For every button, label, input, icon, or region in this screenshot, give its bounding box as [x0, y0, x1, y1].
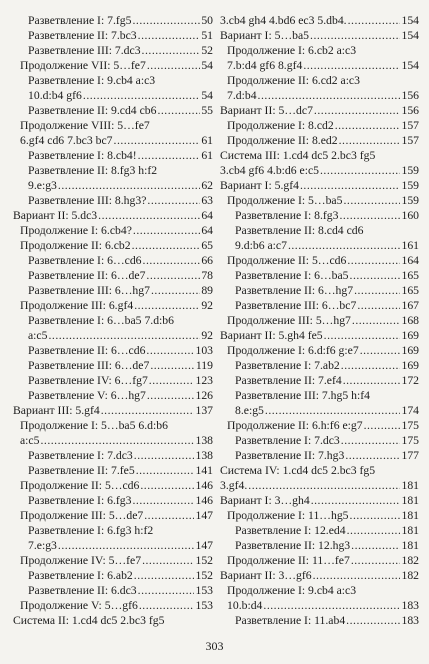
- toc-entry: [220, 223, 419, 253]
- dot-leader: [324, 328, 401, 343]
- toc-entry: [220, 328, 419, 343]
- toc-entry: [220, 298, 419, 313]
- toc-entry-page: 159: [401, 194, 419, 207]
- toc-entry-page: 164: [401, 254, 419, 267]
- toc-entry-title: Система II: 1.cd4 dc5 2.bc3 fg5: [13, 614, 165, 627]
- toc-entry-title: Разветвление III: 7.dc3: [28, 44, 141, 57]
- toc-entry-title: Разветвление I: 9.cb4 a:c3: [28, 74, 156, 87]
- dot-leader: [114, 133, 201, 148]
- dot-leader: [150, 358, 195, 373]
- toc-entry-title: Разветвление I: 6.fg3 h:f2: [28, 524, 154, 537]
- toc-entry-page: 138: [195, 449, 213, 462]
- toc-entry-page: 64: [201, 224, 213, 237]
- toc-entry-title: Разветвление I: 6.ab2: [28, 569, 133, 582]
- toc-entry: [13, 103, 213, 118]
- toc-entry-title: Система III: 1.cd4 dc5 2.bc3 fg5: [220, 149, 376, 162]
- dot-leader: [345, 448, 400, 463]
- toc-entry-page: 61: [201, 149, 213, 162]
- toc-entry-page: 181: [401, 524, 419, 537]
- toc-entry-title: Разветвление I: 6.fg3: [28, 494, 132, 507]
- dot-leader: [147, 58, 200, 73]
- dot-leader: [265, 403, 401, 418]
- toc-entry: [220, 73, 419, 103]
- toc-entry-title: Разветвление III: 8.hg3?: [28, 194, 147, 207]
- toc-entry-continuation: 7.b:d4 gf6 8.gf4: [227, 59, 303, 72]
- dot-leader: [351, 553, 401, 568]
- toc-entry-page: 182: [401, 554, 419, 567]
- dot-leader: [144, 508, 194, 523]
- dot-leader: [132, 13, 200, 28]
- toc-entry-title: Продолжение III: 6.gf4: [20, 299, 134, 312]
- toc-entry: [13, 223, 213, 238]
- toc-entry: [13, 193, 213, 208]
- toc-entry-page: 64: [201, 209, 213, 222]
- dot-leader: [339, 208, 400, 223]
- toc-entry: [13, 388, 213, 403]
- dot-leader: [151, 283, 200, 298]
- toc-entry-page: 61: [201, 134, 213, 147]
- toc-entry-continuation: 6.gf4 cd6 7.bc3 bc7: [20, 134, 113, 147]
- toc-entry-title: Разветвление III: 6…hg7: [28, 284, 150, 297]
- toc-entry-page: 89: [201, 284, 213, 297]
- toc-entry: [13, 463, 213, 478]
- dot-leader: [140, 478, 194, 493]
- toc-entry-continuation: 7.e:g3: [28, 539, 57, 552]
- toc-entry-page: 183: [401, 599, 419, 612]
- toc-entry-continuation: 3.gf4.: [220, 479, 248, 492]
- dot-leader: [320, 163, 400, 178]
- dot-leader: [346, 613, 400, 628]
- toc-entry-title: Разветвление II: 9.cd4 cb6: [28, 104, 157, 117]
- toc-entry-title: Разветвление I: 6…ba5: [235, 269, 349, 282]
- dot-leader: [83, 88, 200, 103]
- toc-entry-page: 169: [401, 344, 419, 357]
- toc-entry: [220, 538, 419, 553]
- toc-entry: [13, 238, 213, 253]
- toc-entry-continuation: a:c5: [28, 329, 48, 342]
- toc-entry-title: Разветвление III: 6…de7: [28, 359, 150, 372]
- toc-entry-title: Продолжение III: 5…hg7: [227, 314, 351, 327]
- toc-entry: [220, 373, 419, 388]
- toc-entry-title: Разветвление III: 7.hg5 h:f4: [235, 389, 370, 402]
- toc-entry-page: 146: [195, 479, 213, 492]
- dot-leader: [143, 253, 201, 268]
- toc-entry-title: Разветвление IV: 6…fg7: [28, 374, 148, 387]
- toc-entry-title: Продолжение II: 11…fe7: [227, 554, 350, 567]
- toc-entry-page: 55: [201, 104, 213, 117]
- dot-leader: [341, 358, 401, 373]
- dot-leader: [351, 538, 400, 553]
- toc-entry: [13, 283, 213, 298]
- toc-entry-page: 157: [401, 119, 419, 132]
- dot-leader: [300, 178, 401, 193]
- toc-entry-page: 181: [401, 479, 419, 492]
- toc-entry-page: 152: [195, 554, 213, 567]
- dot-leader: [58, 178, 200, 193]
- toc-entry-title: Разветвление I: 12.ed4: [235, 524, 346, 537]
- toc-entry: [13, 448, 213, 463]
- toc-entry-title: Разветвление II: 7.fe5: [28, 464, 135, 477]
- toc-entry-title: Продолжение II: 8.ed2: [227, 134, 338, 147]
- toc-entry-title: Разветвление II: 7.bc3: [28, 29, 137, 42]
- toc-entry-continuation: 9.e:g3: [28, 179, 57, 192]
- toc-entry-page: 147: [195, 539, 213, 552]
- toc-entry-page: 138: [195, 434, 213, 447]
- toc-entry: [13, 58, 213, 73]
- dot-leader: [343, 373, 401, 388]
- toc-entry-page: 147: [195, 509, 213, 522]
- toc-entry-title: Разветвление II: 6…de7: [28, 269, 146, 282]
- toc-entry-title: 3.cb4 gh4 4.bd6 ec3 5.db4.: [220, 14, 347, 27]
- toc-entry-page: 119: [195, 359, 213, 372]
- toc-entry: [13, 583, 213, 598]
- toc-entry-page: 165: [401, 284, 419, 297]
- toc-entry-page: 165: [401, 269, 419, 282]
- dot-leader: [134, 298, 200, 313]
- toc-entry-page: 181: [401, 494, 419, 507]
- toc-entry-page: 65: [201, 239, 213, 252]
- toc-entry: [13, 268, 213, 283]
- toc-entry-page: 169: [401, 359, 419, 372]
- toc-right-column: [220, 13, 419, 628]
- dot-leader: [348, 13, 401, 28]
- toc-entry: [13, 28, 213, 43]
- toc-entry: [220, 133, 419, 148]
- toc-entry-page: 51: [201, 29, 213, 42]
- dot-leader: [98, 208, 200, 223]
- toc-entry: [220, 208, 419, 223]
- toc-entry-title: Разветвление II: 7.hg3: [235, 449, 345, 462]
- toc-entry-title: Разветвление I: 8.fg3: [235, 209, 339, 222]
- toc-entry-page: 175: [401, 434, 419, 447]
- toc-entry-page: 126: [195, 389, 213, 402]
- toc-entry: [13, 313, 213, 343]
- toc-entry-title: Продолжение II: 5…cd6: [20, 479, 140, 492]
- toc-entry: [220, 43, 419, 73]
- toc-entry-page: 50: [201, 14, 213, 27]
- toc-entry-title: Продолжение I: 6.cb4?: [20, 224, 132, 237]
- toc-entry: [13, 568, 213, 583]
- toc-entry-continuation: 8.e:g5: [235, 404, 264, 417]
- toc-entry-title: Продолжение VIII: 5…fe7: [20, 119, 150, 132]
- toc-entry-title: Разветвление II: 6…hg7: [235, 284, 354, 297]
- toc-entry: [220, 418, 419, 433]
- toc-entry-title: Система IV: 1.cd4 dc5 2.bc3 fg5: [220, 464, 376, 477]
- toc-entry-page: 182: [401, 569, 419, 582]
- toc-entry: [220, 568, 419, 583]
- dot-leader: [133, 223, 200, 238]
- toc-entry-title: Разветвление I: 7.ab2: [235, 359, 340, 372]
- toc-entry-page: 159: [401, 179, 419, 192]
- toc-entry-page: 54: [201, 59, 213, 72]
- toc-entry-page: 159: [401, 164, 419, 177]
- toc-entry: [13, 343, 213, 358]
- toc-entry-title: Продолжение II: 6.cb2: [20, 239, 131, 252]
- toc-entry: [220, 358, 419, 373]
- toc-entry-title: Продолжение II: 6.cd2 a:c3: [227, 74, 360, 87]
- dot-leader: [142, 553, 194, 568]
- toc-entry-title: Продолжение I: 6.d:f6 g:e7: [227, 344, 359, 357]
- toc-entry-page: 63: [201, 194, 213, 207]
- toc-entry: [220, 523, 419, 538]
- toc-entry: [13, 403, 213, 418]
- toc-entry: [13, 508, 213, 523]
- toc-entry: [13, 43, 213, 58]
- dot-leader: [248, 478, 400, 493]
- toc-entry-page: 152: [195, 569, 213, 582]
- dot-leader: [138, 148, 201, 163]
- toc-entry-page: 66: [201, 254, 213, 267]
- dot-leader: [134, 568, 195, 583]
- toc-entry-continuation: 3.cb4 gf6 4.b:d6 e:c5: [220, 164, 319, 177]
- toc-entry: [220, 13, 419, 28]
- dot-leader: [357, 298, 400, 313]
- toc-entry-title: Разветвление I: 7.dc3: [235, 434, 340, 447]
- toc-entry-title: Продолжение II: 5…cd6: [227, 254, 347, 267]
- toc-entry: [13, 493, 213, 508]
- toc-entry-title: Вариант I: 3…gh4: [220, 494, 310, 507]
- dot-leader: [134, 448, 195, 463]
- toc-entry: [220, 508, 419, 523]
- toc-entry-page: 177: [401, 449, 419, 462]
- dot-leader: [138, 28, 201, 43]
- dot-leader: [132, 493, 194, 508]
- toc-entry-title: Продолжение I: 6.cb2 a:c3: [227, 44, 357, 57]
- toc-entry-page: 160: [401, 209, 419, 222]
- toc-entry-page: 78: [201, 269, 213, 282]
- toc-entry-title: Разветвление II: 7.ef4: [235, 374, 342, 387]
- toc-entry: [220, 613, 419, 628]
- toc-entry: [220, 433, 419, 448]
- toc-entry-page: 123: [195, 374, 213, 387]
- toc-entry-title: Продолжение II: 6.h:f6 e:g7: [227, 419, 363, 432]
- dot-leader: [341, 433, 401, 448]
- toc-entry-page: 137: [195, 404, 213, 417]
- toc-entry: [13, 163, 213, 193]
- toc-entry-title: Продолжение I: 9.cb4 a:c3: [227, 584, 357, 597]
- toc-entry-title: Продолжение I: 5…ba5: [227, 194, 343, 207]
- toc-left-column: [13, 13, 213, 628]
- toc-entry-title: Продолжение IV: 5…fe7: [20, 554, 142, 567]
- dot-leader: [40, 433, 194, 448]
- dot-leader: [147, 388, 195, 403]
- dot-leader: [314, 103, 401, 118]
- dot-leader: [146, 343, 194, 358]
- toc-entry-title: Продолжение VII: 5…fe7: [20, 59, 146, 72]
- dot-leader: [311, 493, 401, 508]
- toc-entry-title: Вариант II: 5…dc7: [220, 104, 313, 117]
- dot-leader: [48, 328, 200, 343]
- toc-entry-title: Разветвление I: 8.cb4!: [28, 149, 137, 162]
- toc-entry: [13, 613, 213, 628]
- toc-entry: [220, 268, 419, 283]
- dot-leader: [310, 28, 400, 43]
- toc-entry-page: 52: [201, 44, 213, 57]
- toc-entry: [13, 148, 213, 163]
- toc-entry-title: Разветвление II: 6…cd6: [28, 344, 146, 357]
- toc-entry: [13, 253, 213, 268]
- toc-entry-title: Вариант I: 5.gf4: [220, 179, 299, 192]
- toc-entry: [13, 358, 213, 373]
- dot-leader: [347, 523, 401, 538]
- toc-entry: [13, 13, 213, 28]
- toc-entry-page: 153: [195, 584, 213, 597]
- toc-entry: [13, 553, 213, 568]
- toc-entry-title: Разветвление V: 6…hg7: [28, 389, 146, 402]
- toc-entry-page: 181: [401, 539, 419, 552]
- toc-entry: [13, 373, 213, 388]
- toc-entry-title: Продолжение V: 5…gf6: [20, 599, 138, 612]
- toc-entry-title: Вариант I: 5…ba5: [220, 29, 310, 42]
- toc-entry-page: 103: [195, 344, 213, 357]
- toc-entry-title: Продолжение I: 11…hg5: [227, 509, 349, 522]
- dot-leader: [136, 463, 195, 478]
- toc-entry-page: 141: [195, 464, 213, 477]
- toc-entry: [220, 343, 419, 358]
- dot-leader: [303, 58, 400, 73]
- toc-entry-title: Продолжение I: 5…ba5 6.d:b6: [20, 419, 168, 432]
- toc-entry: [220, 463, 419, 493]
- dot-leader: [354, 283, 400, 298]
- toc-entry: [220, 253, 419, 268]
- dot-leader: [139, 598, 195, 613]
- toc-entry-page: 92: [201, 299, 213, 312]
- toc-entry-page: 146: [195, 494, 213, 507]
- dot-leader: [146, 268, 200, 283]
- dot-leader: [343, 193, 400, 208]
- dot-leader: [149, 373, 195, 388]
- toc-entry-title: Разветвление II: 6.dc3: [28, 584, 137, 597]
- toc-entry: [220, 448, 419, 463]
- toc-entry: [220, 388, 419, 418]
- toc-entry: [220, 178, 419, 193]
- toc-entry-continuation: 10.d:b4 gf6: [28, 89, 82, 102]
- dot-leader: [58, 538, 195, 553]
- toc-entry-title: Разветвление II: 8.fg3 h:f2: [28, 164, 158, 177]
- toc-entry: [220, 283, 419, 298]
- toc-entry-title: Вариант III: 5.gf4: [13, 404, 100, 417]
- toc-entry: [220, 118, 419, 133]
- toc-entry-title: Разветвление I: 11.ab4: [235, 614, 346, 627]
- dot-leader: [313, 568, 401, 583]
- toc-entry-continuation: 7.d:b4: [227, 89, 257, 102]
- toc-entry-page: 153: [195, 599, 213, 612]
- dot-leader: [347, 253, 400, 268]
- toc-entry-page: 175: [401, 419, 419, 432]
- dot-leader: [138, 583, 195, 598]
- toc-entry-page: 161: [401, 239, 419, 252]
- dot-leader: [142, 43, 201, 58]
- toc-entry-title: Разветвление I: 6…ba5 7.d:b6: [28, 314, 174, 327]
- toc-entry-continuation: 10.b:d4: [227, 599, 263, 612]
- toc-entry-page: 156: [401, 89, 419, 102]
- toc-entry: [220, 103, 419, 118]
- toc-entry-page: 157: [401, 134, 419, 147]
- toc-entry: [13, 208, 213, 223]
- dot-leader: [350, 508, 401, 523]
- toc-entry-title: Разветвление II: 12.hg3: [235, 539, 351, 552]
- toc-entry: [13, 118, 213, 148]
- dot-leader: [335, 118, 401, 133]
- toc-entry: [13, 418, 213, 448]
- toc-entry: [13, 73, 213, 103]
- dot-leader: [101, 403, 195, 418]
- toc-entry-page: 54: [201, 89, 213, 102]
- dot-leader: [147, 193, 200, 208]
- toc-entry: [13, 598, 213, 613]
- toc-entry-page: 154: [401, 14, 419, 27]
- toc-entry-page: 156: [401, 104, 419, 117]
- dot-leader: [132, 238, 201, 253]
- toc-entry-title: Разветвление I: 6…cd6: [28, 254, 142, 267]
- toc-entry-title: Продолжение I: 8.cd2: [227, 119, 334, 132]
- toc-entry: [220, 148, 419, 178]
- toc-entry: [220, 493, 419, 508]
- dot-leader: [352, 313, 401, 328]
- dot-leader: [157, 103, 200, 118]
- toc-entry-title: Вариант II: 5.gh4 fe5: [220, 329, 323, 342]
- toc-entry-page: 169: [401, 329, 419, 342]
- toc-entry: [13, 298, 213, 313]
- toc-entry-page: 172: [401, 374, 419, 387]
- toc-entry-title: Разветвление II: 8.cd4 cd6: [235, 224, 364, 237]
- toc-entry-page: 62: [201, 179, 213, 192]
- dot-leader: [258, 88, 401, 103]
- toc-entry-title: Вариант II: 5.dc3: [13, 209, 98, 222]
- toc-entry-page: 92: [201, 329, 213, 342]
- toc-entry-title: Вариант II: 3…gf6: [220, 569, 312, 582]
- dot-leader: [364, 418, 401, 433]
- toc-entry: [220, 313, 419, 328]
- toc-entry: [220, 28, 419, 43]
- toc-entry-title: Продолжение III: 5…de7: [20, 509, 144, 522]
- page-number: 303: [205, 639, 224, 653]
- toc-entry: [220, 193, 419, 208]
- dot-leader: [288, 238, 401, 253]
- toc-entry-page: 183: [401, 614, 419, 627]
- toc-entry: [220, 583, 419, 613]
- toc-entry-title: Разветвление I: 7.dc3: [28, 449, 133, 462]
- toc-entry-title: Разветвление III: 6…bc7: [235, 299, 357, 312]
- dot-leader: [339, 133, 401, 148]
- toc-entry-continuation: a:c5: [20, 434, 40, 447]
- toc-entry-page: 181: [401, 509, 419, 522]
- toc-entry: [13, 523, 213, 553]
- dot-leader: [350, 268, 401, 283]
- toc-entry-page: 167: [401, 299, 419, 312]
- toc-entry-page: 154: [401, 59, 419, 72]
- toc-entry-page: 168: [401, 314, 419, 327]
- toc-entry-page: 174: [401, 404, 419, 417]
- dot-leader: [360, 343, 401, 358]
- toc-entry: [220, 553, 419, 568]
- dot-leader: [263, 598, 400, 613]
- toc-entry-continuation: 9.d:b6 a:c7: [235, 239, 287, 252]
- toc-entry-page: 154: [401, 29, 419, 42]
- toc-entry: [13, 478, 213, 493]
- toc-entry-title: Разветвление I: 7.fg5: [28, 14, 132, 27]
